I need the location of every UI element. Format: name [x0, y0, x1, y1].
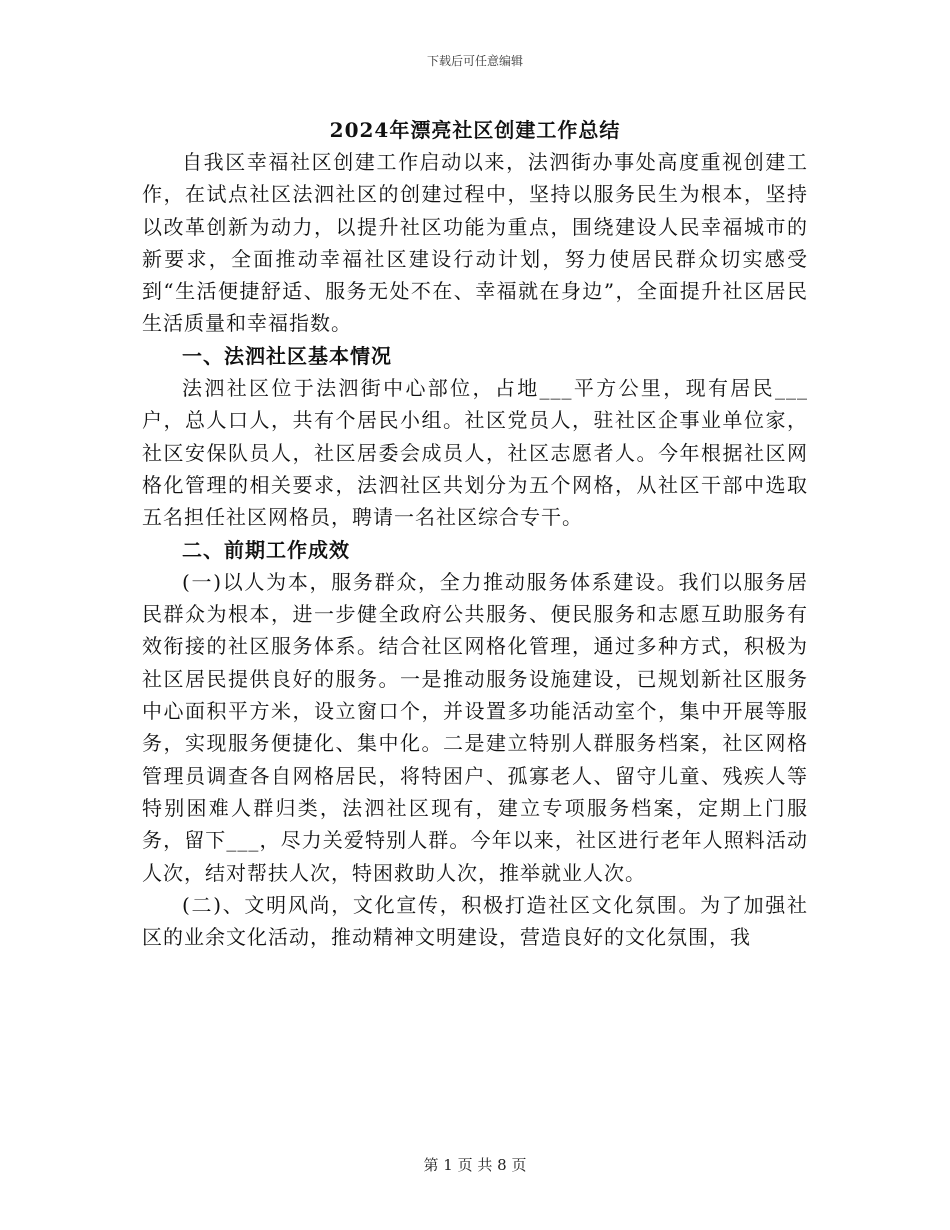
header-note: 下载后可任意编辑	[426, 54, 523, 68]
document-title: 2024年漂亮社区创建工作总结	[329, 118, 621, 142]
section-heading-1: 一、法泗社区基本情况	[182, 343, 392, 368]
paragraph-culture: (二)、文明风尚，文化宣传，积极打造社区文化氛围。为了加强社区的业余文化活动，推动精神文明建设，营造良好的文化氛围，我	[142, 892, 808, 950]
document-body	[142, 146, 808, 953]
page-footer: 第 1 页 共 8 页	[423, 1156, 527, 1174]
paragraph-basic-info: 法泗社区位于法泗街中心部位，占地___平方公里，现有居民___户，总人口人，共有个居民小组。社区党员人，驻社区企事业单位家，社区安保队员人，社区居委会成员人，社区志愿者人。今年根据社区网格化管理的相关要求，法泗社区共划分为五个网格，从社区干部中选取五名担任社区网格员，聘请一名社区综合专干。	[142, 376, 808, 530]
section-heading-2: 二、前期工作成效	[182, 537, 350, 562]
paragraph-intro: 自我区幸福社区创建工作启动以来，法泗街办事处高度重视创建工作，在试点社区法泗社区的创建过程中，坚持以服务民生为根本，坚持以改革创新为动力，以提升社区功能为重点，围绕建设人民幸福城市的新要求，全面推动幸福社区建设行动计划，努力使居民群众切实感受到“生活便捷舒适、服务无处不在、幸福就在身边”，全面提升社区居民生活质量和幸福指数。	[142, 150, 808, 336]
paragraph-service-system: (一)以人为本，服务群众，全力推动服务体系建设。我们以服务居民群众为根本，进一步健全政府公共服务、便民服务和志愿互助服务有效衔接的社区服务体系。结合社区网格化管理，通过多种方式，积极为社区居民提供良好的服务。一是推动服务设施建设，已规划新社区服务中心面积平方米，设立窗口个，并设置多功能活动室个，集中开展等服务，实现服务便捷化、集中化。二是建立特别人群服务档案，社区网格管理员调查各自网格居民，将特困户、孤寡老人、留守儿童、残疾人等特别困难人群归类，法泗社区现有，建立专项服务档案，定期上门服务，留下___，尽力关爱特别人群。今年以来，社区进行老年人照料活动人次，结对帮扶人次，特困救助人次，推举就业人次。	[142, 569, 808, 885]
